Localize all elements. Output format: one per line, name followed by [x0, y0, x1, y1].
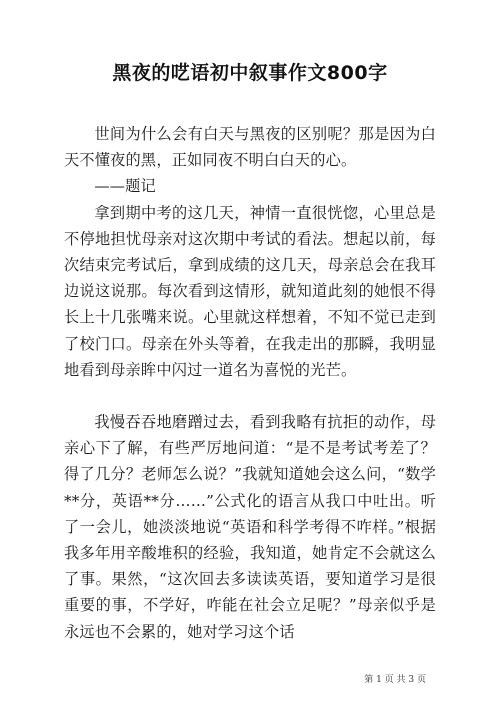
epigraph-paragraph: 世间为什么会有白天与黑夜的区别呢？那是因为白天不懂夜的黑，正如同夜不明白白天的心。	[64, 125, 436, 170]
body-paragraph-2: 我慢吞吞地磨蹭过去，看到我略有抗拒的动作，母亲心下了解，有些严厉地问道：“是不是考试考差了？得了几分？老师怎么说？”我就知道她会这么问，“数学**分，英语**分……”公式化的语言从我口中吐出。听了一会儿，她淡淡地说“英语和科学考得不咋样。”根据我多年用辛酸堆积的经验，我知道，她肯定不会就这么了事。果然，“这次回去多读读英语，要知道学习是很重要的事，不学好，咋能在社会立足呢？”母亲似乎是永远也不会累的，她对学习这个话	[64, 413, 436, 641]
epigraph-signature: ——题记	[94, 177, 156, 196]
page-number-footer: 第 1 页 共 3 页	[364, 675, 426, 685]
document-body	[64, 121, 436, 645]
body-paragraph-1: 拿到期中考的这几天，神情一直很恍惚，心里总是不停地担忧母亲对这次期中考试的看法。想起以前，每次结束完考试后，拿到成绩的这几天，母亲总会在我耳边说这说那。每次看到这情形，就知道此刻的她恨不得长上十几张嘴来说。心里就这样想着，不知不觉已走到了校门口。母亲在外头等着，在我走出的那瞬，我明显地看到母亲眸中闪过一道名为喜悦的光芒。	[64, 203, 436, 379]
document-title: 黑夜的呓语初中叙事作文800字	[112, 62, 388, 84]
